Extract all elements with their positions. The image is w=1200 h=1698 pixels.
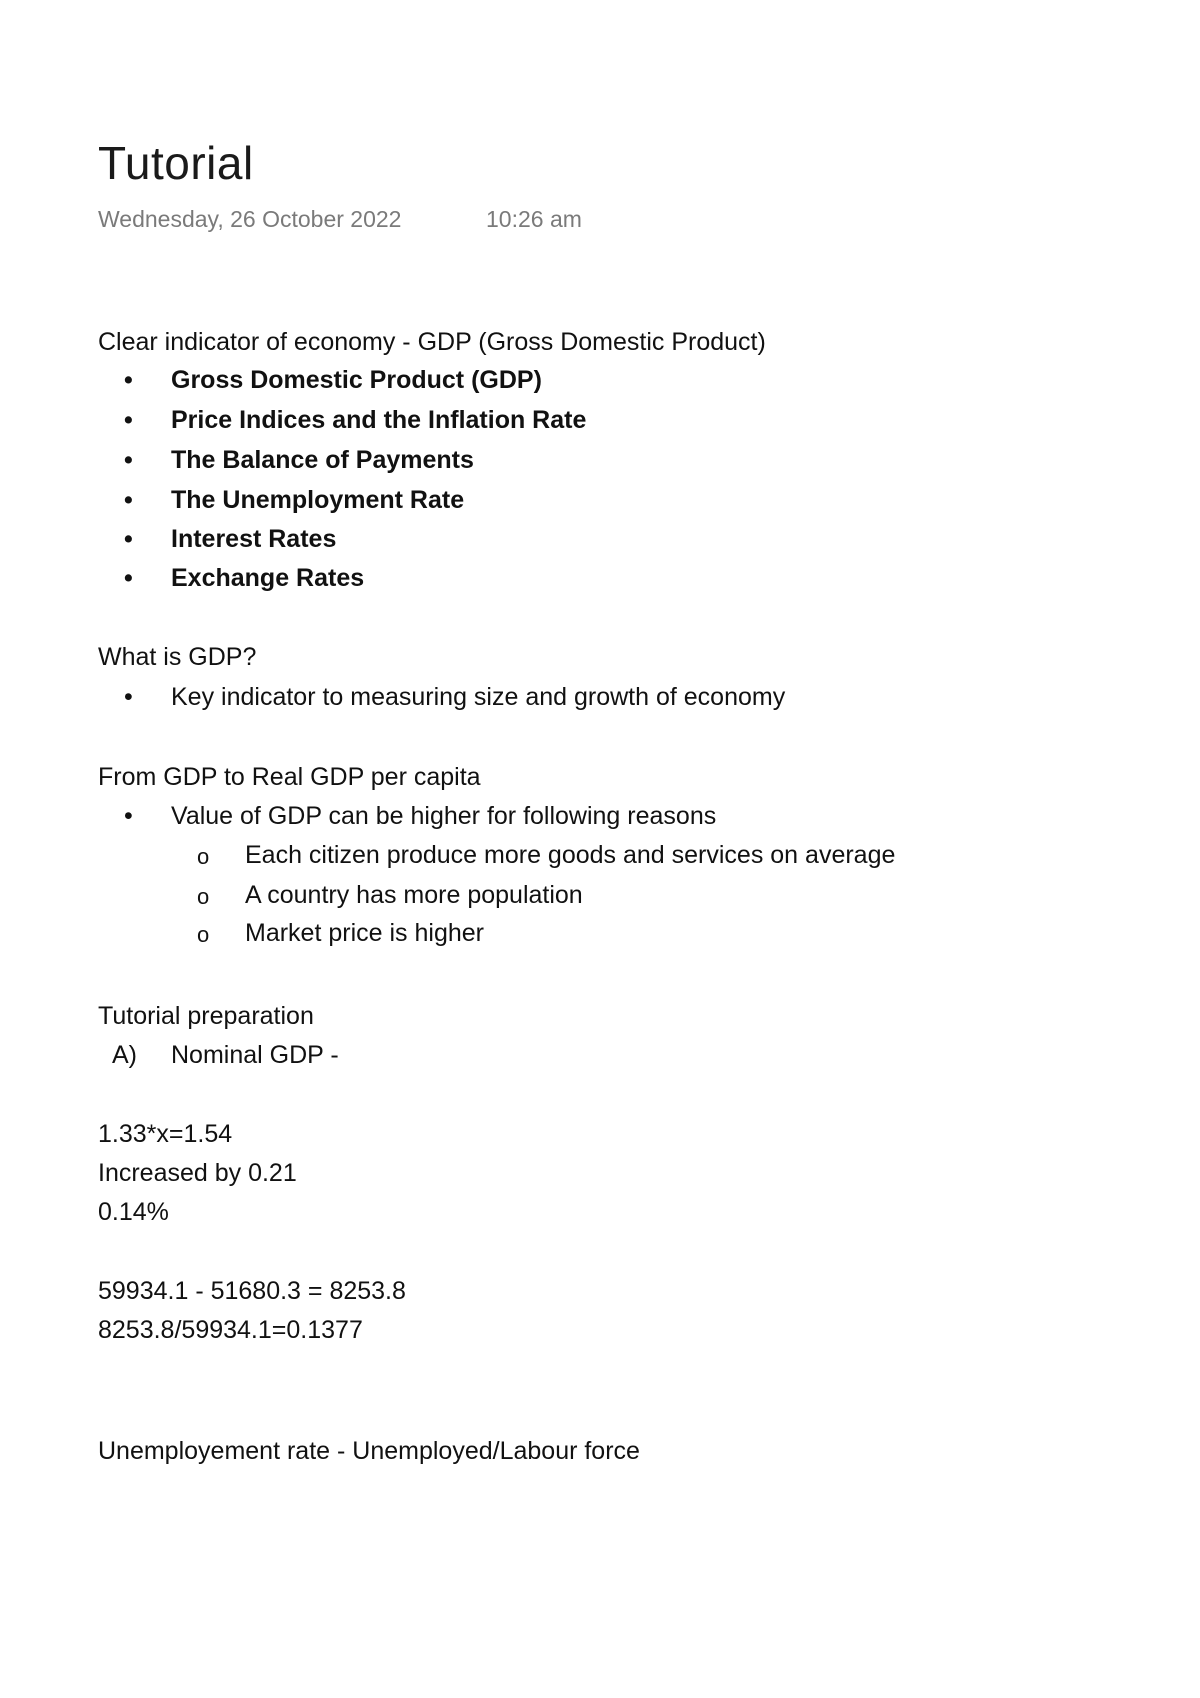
bullet-marker: • [124, 366, 133, 394]
what-is-gdp-heading: What is GDP? [98, 643, 257, 671]
sub-bullet-marker: o [197, 884, 210, 909]
bullet-marker: • [124, 525, 133, 553]
note-time: 10:26 am [486, 206, 582, 232]
real-gdp-heading: From GDP to Real GDP per capita [98, 763, 481, 791]
indicator-item: Price Indices and the Inflation Rate [171, 406, 587, 434]
alpha-list-marker: A) [112, 1041, 137, 1069]
calculation-line: 0.14% [98, 1198, 169, 1226]
calculation-line: 1.33*x=1.54 [98, 1120, 233, 1148]
unemployment-rate-line: Unemployement rate - Unemployed/Labour force [98, 1437, 640, 1465]
indicator-item: Gross Domestic Product (GDP) [171, 366, 542, 394]
tutorial-prep-heading: Tutorial preparation [98, 1002, 314, 1030]
indicator-item: Interest Rates [171, 525, 337, 553]
bullet-marker: • [124, 802, 133, 830]
real-gdp-sub-item: A country has more population [245, 881, 583, 909]
bullet-marker: • [124, 564, 133, 592]
sub-bullet-marker: o [197, 844, 210, 869]
bullet-marker: • [124, 683, 133, 711]
indicator-item: The Balance of Payments [171, 446, 474, 474]
indicator-item: Exchange Rates [171, 564, 365, 592]
indicator-item: The Unemployment Rate [171, 486, 465, 514]
real-gdp-sub-item: Market price is higher [245, 919, 484, 947]
page-title: Tutorial [98, 137, 254, 189]
bullet-marker: • [124, 486, 133, 514]
note-date: Wednesday, 26 October 2022 [98, 206, 402, 232]
what-is-gdp-item: Key indicator to measuring size and growth of economy [171, 683, 786, 711]
calculation-line: 8253.8/59934.1=0.1377 [98, 1316, 363, 1344]
calculation-line: Increased by 0.21 [98, 1159, 297, 1187]
bullet-marker: • [124, 406, 133, 434]
real-gdp-sub-item: Each citizen produce more goods and services on average [245, 841, 896, 869]
calculation-line: 59934.1 - 51680.3 = 8253.8 [98, 1277, 406, 1305]
real-gdp-item: Value of GDP can be higher for following reasons [171, 802, 717, 830]
indicators-heading: Clear indicator of economy - GDP (Gross Domestic Product) [98, 328, 766, 356]
tutorial-prep-item: Nominal GDP - [171, 1041, 339, 1069]
sub-bullet-marker: o [197, 922, 210, 947]
bullet-marker: • [124, 446, 133, 474]
